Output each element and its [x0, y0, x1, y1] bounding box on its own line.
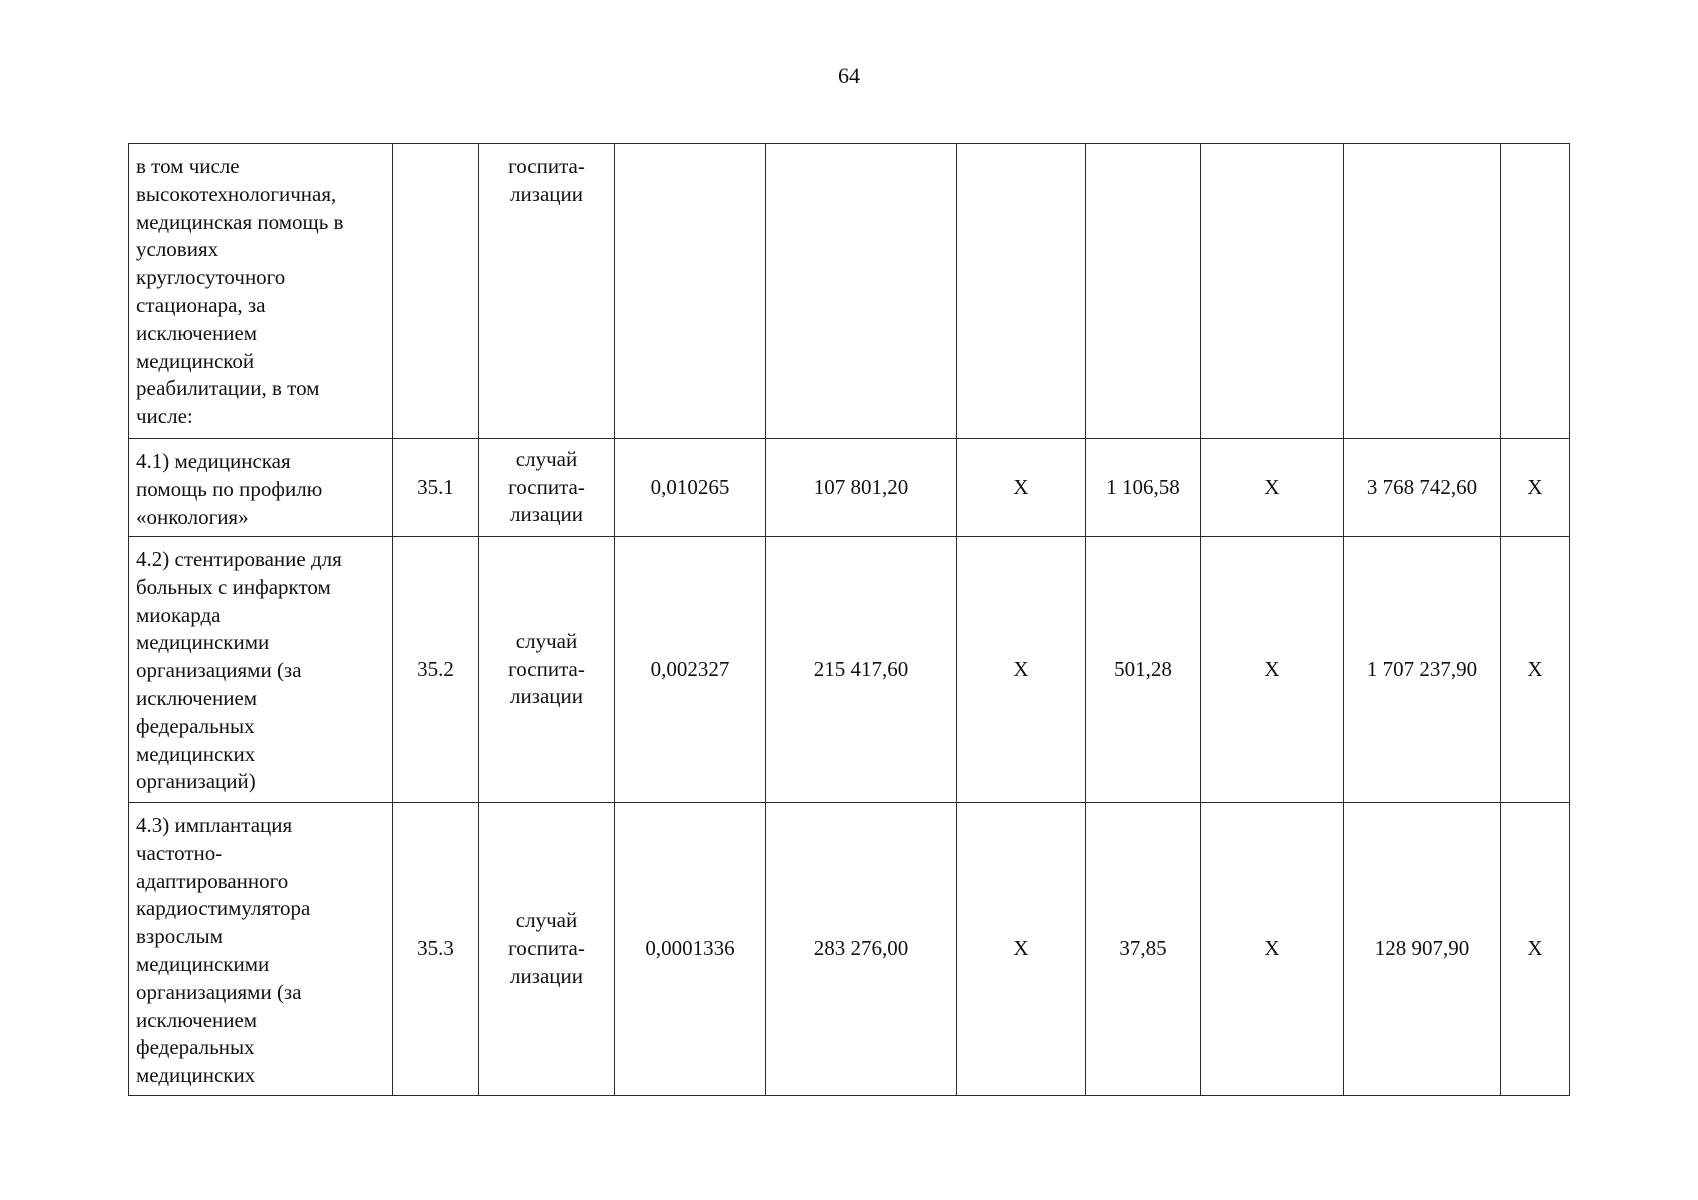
- table-cell: 35.2: [393, 537, 479, 803]
- table-cell: 1 106,58: [1086, 439, 1201, 537]
- table-cell: 215 417,60: [766, 537, 957, 803]
- table-cell: случай госпита- лизации: [479, 803, 615, 1096]
- table-cell: X: [1501, 537, 1570, 803]
- table-cell: [1201, 144, 1344, 439]
- table-cell: [766, 144, 957, 439]
- table-row: [129, 144, 1570, 439]
- table-row: [129, 439, 1570, 537]
- table-cell: 0,010265: [615, 439, 766, 537]
- table-cell: X: [957, 803, 1086, 1096]
- table-cell: [615, 144, 766, 439]
- row-label: 4.2) стентирование для больных с инфарктом миокарда медицинскими организациями (за исключением федеральных медицинских организаций): [129, 537, 393, 803]
- table-cell: 501,28: [1086, 537, 1201, 803]
- table-cell: [1344, 144, 1501, 439]
- row-label: в том числе высокотехнологичная, медицинская помощь в условиях круглосуточного стационара, за исключением медицинской реабилитации, в том числе:: [129, 144, 393, 439]
- row-label: 4.1) медицинская помощь по профилю «онкология»: [129, 439, 393, 537]
- table-cell: [1501, 144, 1570, 439]
- table-cell: 283 276,00: [766, 803, 957, 1096]
- row-label: 4.3) имплантация частотно- адаптированного кардиостимулятора взрослым медицинскими организациями (за исключением федеральных медицинских: [129, 803, 393, 1096]
- table-cell: госпита- лизации: [479, 144, 615, 439]
- table-cell: X: [1501, 803, 1570, 1096]
- table-cell: X: [957, 537, 1086, 803]
- data-table: [128, 143, 1570, 1096]
- table-cell: случай госпита- лизации: [479, 537, 615, 803]
- table-cell: 1 707 237,90: [1344, 537, 1501, 803]
- table-cell: 37,85: [1086, 803, 1201, 1096]
- table-cell: 107 801,20: [766, 439, 957, 537]
- table-cell: 35.1: [393, 439, 479, 537]
- table-cell: случай госпита- лизации: [479, 439, 615, 537]
- table-cell: 35.3: [393, 803, 479, 1096]
- table-cell: X: [1201, 537, 1344, 803]
- table-cell: 0,002327: [615, 537, 766, 803]
- table-row: [129, 803, 1570, 1096]
- table-cell: [393, 144, 479, 439]
- table-cell: X: [1201, 439, 1344, 537]
- table-cell: 3 768 742,60: [1344, 439, 1501, 537]
- table-cell: X: [1501, 439, 1570, 537]
- table-row: [129, 537, 1570, 803]
- table-cell: 128 907,90: [1344, 803, 1501, 1096]
- table-cell: [1086, 144, 1201, 439]
- page-number: 64: [838, 63, 860, 88]
- table-cell: X: [1201, 803, 1344, 1096]
- table-cell: 0,0001336: [615, 803, 766, 1096]
- table-cell: X: [957, 439, 1086, 537]
- table-cell: [957, 144, 1086, 439]
